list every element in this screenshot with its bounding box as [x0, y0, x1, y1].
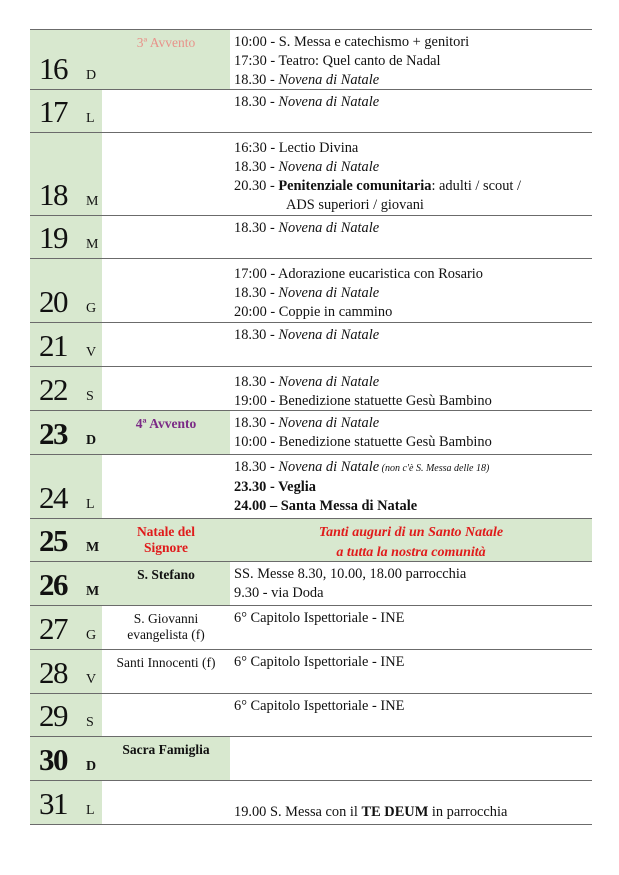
day-row: [30, 605, 592, 649]
events-cell: [230, 455, 592, 518]
day-number: 23: [39, 416, 67, 451]
day-row: [30, 518, 592, 561]
day-number: 17: [39, 94, 67, 129]
event-text: Penitenziale comunitaria: [278, 178, 432, 194]
event-text: TE DEUM: [361, 804, 429, 820]
event-text: Novena di Natale: [278, 327, 380, 343]
events-cell: [230, 367, 592, 410]
weekday-letter: D: [86, 759, 97, 774]
event-line: [234, 326, 592, 345]
day-row: [30, 132, 592, 215]
event-text: 6° Capitolo Ispettoriale - INE: [234, 654, 405, 670]
day-cell: [30, 737, 102, 780]
event-text: 18.30 -: [234, 72, 279, 88]
weekday-letter: L: [86, 803, 95, 818]
event-text: Novena di Natale: [278, 285, 380, 301]
weekday-letter: D: [86, 433, 97, 448]
day-number: 26: [39, 567, 67, 602]
event-text: Novena di Natale: [278, 459, 380, 475]
event-line: [234, 139, 592, 158]
liturgy-label-line: Santi Innocenti (f): [116, 655, 216, 670]
day-cell: [30, 216, 102, 258]
event-line: [234, 196, 592, 215]
event-text: ADS superiori / giovani: [286, 197, 424, 213]
event-text: Novena di Natale: [278, 94, 380, 110]
weekday-letter: M: [86, 237, 99, 252]
event-text: 9.30 - via Doda: [234, 585, 324, 601]
event-line: [234, 433, 592, 452]
day-cell: [30, 650, 102, 693]
liturgy-label: [102, 455, 230, 518]
liturgy-label: [102, 133, 230, 215]
day-cell: [30, 606, 102, 649]
event-text: 10:00 - Benedizione statuette Gesù Bambino: [234, 434, 492, 450]
liturgy-label: [102, 411, 230, 454]
day-number: 21: [39, 328, 67, 363]
event-line: [234, 303, 592, 322]
event-line: [234, 177, 592, 196]
event-text: 17:00 - Adorazione eucaristica con Rosario: [234, 266, 483, 282]
event-text: 18.30 -: [234, 220, 279, 236]
day-row: [30, 29, 592, 89]
liturgy-label-line: Signore: [143, 540, 188, 555]
weekday-letter: S: [86, 389, 94, 404]
event-text: 18.30 -: [234, 285, 279, 301]
greeting-line: Tanti auguri di un Santo Natale: [318, 525, 504, 540]
day-cell: [30, 519, 102, 561]
day-number: 24: [39, 480, 67, 515]
day-row: [30, 649, 592, 693]
day-number: 19: [39, 220, 67, 255]
event-line: [234, 33, 592, 52]
events-cell: [230, 737, 592, 780]
event-text: 17:30 - Teatro: Quel canto de Nadal: [234, 53, 441, 69]
day-row: [30, 561, 592, 605]
event-line: [234, 458, 592, 478]
day-cell: [30, 259, 102, 322]
event-line: [234, 803, 592, 822]
calendar-table: [30, 29, 592, 825]
event-line: [234, 478, 592, 497]
liturgy-label: [102, 367, 230, 410]
weekday-letter: M: [86, 540, 100, 555]
day-cell: [30, 562, 102, 605]
weekday-letter: D: [86, 68, 97, 83]
event-text: Novena di Natale: [278, 415, 380, 431]
event-text: : adulti / scout /: [431, 178, 521, 194]
day-cell: [30, 133, 102, 215]
weekday-letter: L: [86, 497, 95, 512]
events-cell: [230, 323, 592, 366]
events-cell: [230, 133, 592, 215]
day-row: [30, 89, 592, 132]
event-line: [234, 158, 592, 177]
weekday-letter: S: [86, 715, 94, 730]
liturgy-label: [102, 737, 230, 780]
events-cell: [230, 781, 592, 824]
liturgy-label-line: S. Stefano: [137, 567, 195, 582]
event-line: [234, 609, 592, 628]
day-number: 29: [39, 698, 67, 733]
event-text: Novena di Natale: [278, 220, 380, 236]
events-cell: [230, 90, 592, 132]
event-text: 18.30 -: [234, 415, 279, 431]
liturgy-label: [102, 90, 230, 132]
liturgy-label: [102, 519, 230, 561]
day-number: 25: [39, 523, 67, 558]
day-row: [30, 780, 592, 825]
liturgy-label: [102, 259, 230, 322]
event-text: 16:30 - Lectio Divina: [234, 140, 359, 156]
day-row: [30, 736, 592, 780]
day-cell: [30, 694, 102, 736]
weekday-letter: V: [86, 345, 97, 360]
event-line: [234, 52, 592, 71]
liturgy-label-line: Natale del: [136, 524, 196, 539]
event-text: 18.30 -: [234, 459, 279, 475]
weekday-letter: G: [86, 301, 97, 316]
event-line: [234, 219, 592, 238]
event-text: 10:00 - S. Messa e catechismo + genitori: [234, 34, 470, 50]
event-text: 6° Capitolo Ispettoriale - INE: [234, 698, 405, 714]
event-line: [234, 653, 592, 672]
day-number: 20: [39, 284, 67, 319]
event-text: 18.30 -: [234, 159, 279, 175]
day-row: [30, 215, 592, 258]
day-number: 16: [39, 51, 67, 86]
event-text: 6° Capitolo Ispettoriale - INE: [234, 610, 405, 626]
events-cell: [230, 30, 592, 89]
liturgy-label-line: Sacra Famiglia: [122, 742, 210, 757]
event-text: Novena di Natale: [278, 374, 380, 390]
events-cell: [230, 694, 592, 736]
event-text: 23.30 - Veglia: [234, 479, 316, 495]
liturgy-label: [102, 323, 230, 366]
day-number: 18: [39, 177, 67, 212]
day-cell: [30, 30, 102, 89]
weekday-letter: M: [86, 194, 99, 209]
event-line: [234, 373, 592, 392]
events-cell: [230, 650, 592, 693]
event-text: 18.30 -: [234, 374, 279, 390]
events-cell: [230, 411, 592, 454]
weekday-letter: M: [86, 584, 100, 599]
event-text: 18.30 -: [234, 94, 279, 110]
day-row: [30, 366, 592, 410]
event-line: [234, 265, 592, 284]
events-cell: [230, 519, 592, 561]
day-row: [30, 410, 592, 454]
day-cell: [30, 367, 102, 410]
day-row: [30, 693, 592, 736]
event-text: 20:00 - Coppie in cammino: [234, 304, 393, 320]
day-number: 22: [39, 372, 67, 407]
liturgy-label: [102, 30, 230, 89]
event-line: [234, 584, 592, 603]
weekday-letter: G: [86, 628, 97, 643]
event-line: [234, 697, 592, 716]
liturgy-label: [102, 606, 230, 649]
day-cell: [30, 455, 102, 518]
day-row: [30, 258, 592, 322]
liturgy-label-line: S. Giovanni: [133, 611, 199, 626]
event-line: [234, 93, 592, 112]
liturgy-label: [102, 694, 230, 736]
day-cell: [30, 781, 102, 824]
event-line: [234, 497, 592, 516]
liturgy-label: [102, 562, 230, 605]
event-text: SS. Messe 8.30, 10.00, 18.00 parrocchia: [234, 566, 467, 582]
event-text: 19.00 S. Messa con il: [234, 804, 362, 820]
events-cell: [230, 606, 592, 649]
event-text: 18.30 -: [234, 327, 279, 343]
event-text: (non c'è S. Messa delle 18): [379, 463, 490, 474]
day-row: [30, 454, 592, 518]
event-line: [234, 565, 592, 584]
day-number: 28: [39, 655, 67, 690]
day-cell: [30, 90, 102, 132]
weekday-letter: V: [86, 672, 97, 687]
event-text: Novena di Natale: [278, 159, 380, 175]
event-line: [234, 392, 592, 411]
liturgy-label-line: 4ª Avvento: [135, 416, 197, 431]
liturgy-label-line: evangelista (f): [127, 627, 205, 642]
day-cell: [30, 323, 102, 366]
liturgy-label: [102, 781, 230, 824]
day-number: 30: [39, 742, 67, 777]
event-text: Novena di Natale: [278, 72, 380, 88]
event-line: [234, 414, 592, 433]
weekday-letter: L: [86, 111, 95, 126]
day-row: [30, 322, 592, 366]
events-cell: [230, 562, 592, 605]
event-text: 19:00 - Benedizione statuette Gesù Bambino: [234, 393, 492, 409]
events-cell: [230, 216, 592, 258]
event-text: 24.00 – Santa Messa di Natale: [234, 498, 418, 514]
liturgy-label-line: 3ª Avvento: [136, 35, 196, 50]
liturgy-label: [102, 650, 230, 693]
events-cell: [230, 259, 592, 322]
event-text: 20.30 -: [234, 178, 279, 194]
day-number: 27: [39, 611, 67, 646]
day-number: 31: [39, 786, 67, 821]
event-line: [234, 71, 592, 90]
event-line: [234, 284, 592, 303]
event-text: in parrocchia: [428, 804, 508, 820]
day-cell: [30, 411, 102, 454]
liturgy-label: [102, 216, 230, 258]
greeting-line: a tutta la nostra comunità: [336, 545, 486, 560]
